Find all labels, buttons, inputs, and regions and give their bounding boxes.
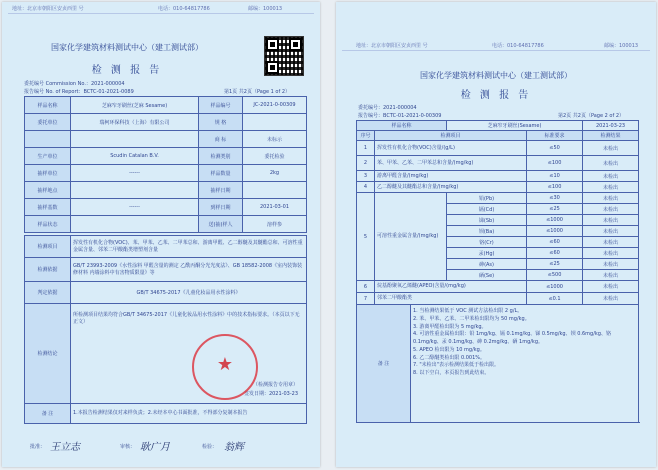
field-label: 样品数量 xyxy=(199,165,243,182)
row-number: 3 xyxy=(357,171,375,182)
table-row xyxy=(357,182,639,193)
table-row xyxy=(357,293,639,305)
report-title: 检 测 报 告 xyxy=(460,90,532,101)
sample-name: 芝麻窄牙刷丝(Sesame) xyxy=(447,121,583,131)
field-value xyxy=(71,131,199,148)
test-result: 未检出 xyxy=(583,215,639,226)
table-row xyxy=(25,404,307,424)
header-phone: 电话：010-64817786 xyxy=(492,43,544,49)
report-title: 检 测 报 告 xyxy=(91,65,163,76)
page-indicator: 第1页 共2页（Page 1 of 2） xyxy=(224,89,291,95)
requirement: ≤50 xyxy=(527,141,583,156)
notes-label: 备 注 xyxy=(357,305,411,423)
test-signature: 翁辉 xyxy=(224,442,244,453)
page-indicator: 第2页 共2页（Page 2 of 2） xyxy=(558,113,625,119)
row-label: 备 注 xyxy=(25,404,71,424)
table-row xyxy=(357,305,639,423)
org-name: 国家化学建筑材料测试中心（建工测试部） xyxy=(420,71,572,80)
field-value: 芝麻窄牙刷丝(芝麻 Sesame) xyxy=(71,97,199,114)
header-address: 地址：北京市朝阳区安贞西里 号 xyxy=(12,6,84,12)
table-row xyxy=(25,236,307,258)
test-result: 未检出 xyxy=(583,156,639,171)
requirement: ≤0.1 xyxy=(527,293,583,305)
org-name: 国家化学建筑材料测试中心（建工测试部） xyxy=(51,43,203,52)
test-details-table xyxy=(24,235,307,424)
judgement-standard: GB/T 34675-2017《儿童化妆品用水性涂料》 xyxy=(71,282,307,304)
qr-finder xyxy=(289,38,302,51)
test-item: 游离甲醛含量/(mg/kg) xyxy=(375,171,527,182)
table-row xyxy=(357,281,639,293)
stamp-caption: （检测报告专用章） xyxy=(252,382,298,389)
test-item: 苯、甲苯、乙苯、二甲苯总和含量/(mg/kg) xyxy=(375,156,527,171)
note-line: 3. 游离甲醛检出限为 5 mg/kg。 xyxy=(413,323,487,330)
header-address: 地址：北京市朝阳区安贞西里 号 xyxy=(356,43,428,49)
table-row xyxy=(25,97,307,114)
official-seal xyxy=(192,334,258,400)
requirement: ≤60 xyxy=(527,248,583,259)
test-result: 未检出 xyxy=(583,226,639,237)
test-result: 未检出 xyxy=(583,204,639,215)
table-row xyxy=(25,216,307,233)
field-value: ------ xyxy=(71,199,199,216)
requirement: ≤100 xyxy=(527,156,583,171)
note-line: 8. 以下空白，本页报告到此结束。 xyxy=(413,370,490,376)
table-row xyxy=(25,114,307,131)
test-result: 未检出 xyxy=(583,270,639,281)
approve-label: 批准： xyxy=(30,444,46,450)
sample-name-label: 样品名称 xyxy=(357,121,447,131)
requirement: ≤25 xyxy=(527,204,583,215)
signature-row xyxy=(2,438,320,456)
table-row xyxy=(357,131,639,141)
note-line: 4. 可溶性重金属检出限：铅 1mg/kg、镉 0.1mg/kg、锑 0.5mg/kg、钡 0.6mg/kg、铬 0.1mg/kg、汞 0.1mg/kg、砷 0.2mg/kg、硒 1mg/kg。 xyxy=(413,331,611,345)
results-table xyxy=(356,120,639,423)
field-value: 委托检验 xyxy=(243,148,307,165)
qr-finder xyxy=(266,61,279,74)
metal-name: 砷(As) xyxy=(447,259,527,270)
field-label: 到样日期 xyxy=(199,199,243,216)
review-label: 审核： xyxy=(120,444,136,450)
row-number: 5 xyxy=(357,193,375,281)
test-result: 未检出 xyxy=(583,171,639,182)
field-label: 检测类别 xyxy=(199,148,243,165)
row-number: 4 xyxy=(357,182,375,193)
field-value: 2kg xyxy=(243,165,307,182)
remarks: 1.本报告检测结果仅对来样负责；2.未经本中心书面批准，不得部分复制本报告 xyxy=(71,404,307,424)
commission-number: 委托编号 Commission No.：2021-000004 xyxy=(24,81,125,87)
row-number: 1 xyxy=(357,141,375,156)
table-row xyxy=(357,156,639,171)
field-label: 抽样单位 xyxy=(25,165,71,182)
field-value xyxy=(71,216,199,233)
field-label: 送(抽)样人 xyxy=(199,216,243,233)
test-result: 未检出 xyxy=(583,237,639,248)
test-result: 未检出 xyxy=(583,141,639,156)
test-result: 未检出 xyxy=(583,281,639,293)
header-postcode: 邮编：100013 xyxy=(604,43,639,49)
row-label: 检测依据 xyxy=(25,258,71,282)
field-value: JC-2021-0-00309 xyxy=(243,97,307,114)
seal-star-icon: ★ xyxy=(216,354,234,375)
field-value: 瑞柯环保科技（上海）有限公司 xyxy=(71,114,199,131)
table-row xyxy=(25,282,307,304)
metal-name: 汞(Hg) xyxy=(447,248,527,259)
test-result: 未检出 xyxy=(583,293,639,305)
test-items: 挥发性有机化合物(VOC)、苯、甲苯、乙苯、二甲苯总和、游离甲醛、乙二醇醚及其醚酯总和、可溶性重金属含量、邻苯二甲酸酯类增塑剂含量 xyxy=(71,236,307,258)
test-item: 乙二醇醚及其醚酯总和含量/(mg/kg) xyxy=(375,182,527,193)
field-value: 溶样参 xyxy=(243,216,307,233)
test-item: 邻苯二甲酸酯类 xyxy=(375,293,527,305)
test-label: 检验： xyxy=(202,444,218,450)
column-header: 标准要求 xyxy=(527,131,583,141)
note-line: 1. 当检测结果低于 VOC 测试方法检出限 2 g/L。 xyxy=(413,308,523,314)
requirement: ≤25 xyxy=(527,259,583,270)
column-header: 检测结果 xyxy=(583,131,639,141)
approve-signature: 王立志 xyxy=(50,442,80,453)
table-row xyxy=(25,148,307,165)
report-page-1 xyxy=(2,2,320,467)
report-number: 报告编号：BCTC-01-2021-0-00309 xyxy=(358,113,442,119)
commission-number: 委托编号：2021-000004 xyxy=(358,105,417,111)
table-row xyxy=(357,193,639,204)
test-basis: GB/T 23993-2009《水性涂料 甲醛含量的测定 乙酰丙酮分光光度法》、GB 18582-2008《室内装饰装修材料 内墙涂料中有害物质限量》等 xyxy=(71,258,307,282)
table-row xyxy=(25,182,307,199)
field-value xyxy=(71,182,199,199)
row-number: 7 xyxy=(357,293,375,305)
header-rule xyxy=(8,13,314,14)
field-value: 2021-03-01 xyxy=(243,199,307,216)
table-row xyxy=(357,171,639,182)
metal-name: 锑(Sb) xyxy=(447,215,527,226)
requirement: ≤1000 xyxy=(527,215,583,226)
note-line: 7. "未检出"表示检测结果低于检出限。 xyxy=(413,362,499,369)
column-header: 检测项目 xyxy=(375,131,527,141)
table-row xyxy=(25,165,307,182)
conclusion-text: 所检测项目结果均符合GB/T 34675-2017《儿童化妆品用水性涂料》中的技术指标要求。（本页以下无正文） xyxy=(73,312,300,325)
field-label: 委托单位 xyxy=(25,114,71,131)
test-item: 烷基酚聚氧乙烯醚(APEO)含量/(mg/kg) xyxy=(375,281,527,293)
requirement: ≤1000 xyxy=(527,226,583,237)
row-label: 检测项目 xyxy=(25,236,71,258)
report-date: 2021-03-23 xyxy=(583,121,639,131)
row-number: 2 xyxy=(357,156,375,171)
column-header: 序号 xyxy=(357,131,375,141)
report-number: 报告编号 No. of Report：BCTC-01-2021-0089 xyxy=(24,89,134,95)
sample-info-table xyxy=(24,96,307,233)
field-label: 抽样基数 xyxy=(25,199,71,216)
header-rule xyxy=(342,50,650,51)
test-result: 未检出 xyxy=(583,248,639,259)
issue-date: 签发日期：2021-03-23 xyxy=(243,391,298,398)
field-label: 抽样日期 xyxy=(199,182,243,199)
metal-name: 钡(Ba) xyxy=(447,226,527,237)
table-row xyxy=(25,199,307,216)
field-label: 样品编号 xyxy=(199,97,243,114)
test-result: 未检出 xyxy=(583,259,639,270)
metal-group-label: 可溶性重金属含量/(mg/kg) xyxy=(375,193,447,281)
metal-name: 硒(Se) xyxy=(447,270,527,281)
field-label: 样品状态 xyxy=(25,216,71,233)
field-value: ------ xyxy=(71,165,199,182)
note-line: 5. APEO 检出限为 10 mg/kg。 xyxy=(413,346,485,353)
row-label: 判定依据 xyxy=(25,282,71,304)
report-page-2 xyxy=(336,2,656,467)
qr-code xyxy=(264,36,304,76)
requirement: ≤100 xyxy=(527,182,583,193)
field-label: 商 标 xyxy=(199,131,243,148)
field-value xyxy=(243,114,307,131)
test-result: 未检出 xyxy=(583,193,639,204)
table-row xyxy=(357,121,639,131)
qr-finder xyxy=(266,38,279,51)
test-item: 挥发性有机化合物(VOC)含量/(g/L) xyxy=(375,141,527,156)
note-line: 2. 苯、甲苯、乙苯、二甲苯检出限均为 50 mg/kg。 xyxy=(413,315,530,322)
metal-name: 铬(Cr) xyxy=(447,237,527,248)
review-signature: 耿广月 xyxy=(140,442,170,453)
table-row xyxy=(357,141,639,156)
row-number: 6 xyxy=(357,281,375,293)
field-label xyxy=(25,131,71,148)
field-label: 抽样地点 xyxy=(25,182,71,199)
requirement: ≤60 xyxy=(527,237,583,248)
table-row xyxy=(25,131,307,148)
test-result: 未检出 xyxy=(583,182,639,193)
field-label: 规 格 xyxy=(199,114,243,131)
metal-name: 镉(Cd) xyxy=(447,204,527,215)
header-phone: 电话：010-64817786 xyxy=(158,6,210,12)
field-value: Scudin Catalan B.V. xyxy=(71,148,199,165)
notes-block xyxy=(411,305,639,423)
field-label: 生产单位 xyxy=(25,148,71,165)
table-row xyxy=(25,258,307,282)
field-label: 样品名称 xyxy=(25,97,71,114)
requirement: ≤500 xyxy=(527,270,583,281)
requirement: ≤30 xyxy=(527,193,583,204)
metal-name: 铅(Pb) xyxy=(447,193,527,204)
field-value xyxy=(243,182,307,199)
header-postcode: 邮编：100013 xyxy=(248,6,283,12)
requirement: ≤1000 xyxy=(527,281,583,293)
field-value: 未标示 xyxy=(243,131,307,148)
requirement: ≤10 xyxy=(527,171,583,182)
note-line: 6. 乙二醇醚类检出限 0.001%。 xyxy=(413,354,486,361)
row-label: 检测结论 xyxy=(25,304,71,404)
table-row xyxy=(25,304,307,404)
